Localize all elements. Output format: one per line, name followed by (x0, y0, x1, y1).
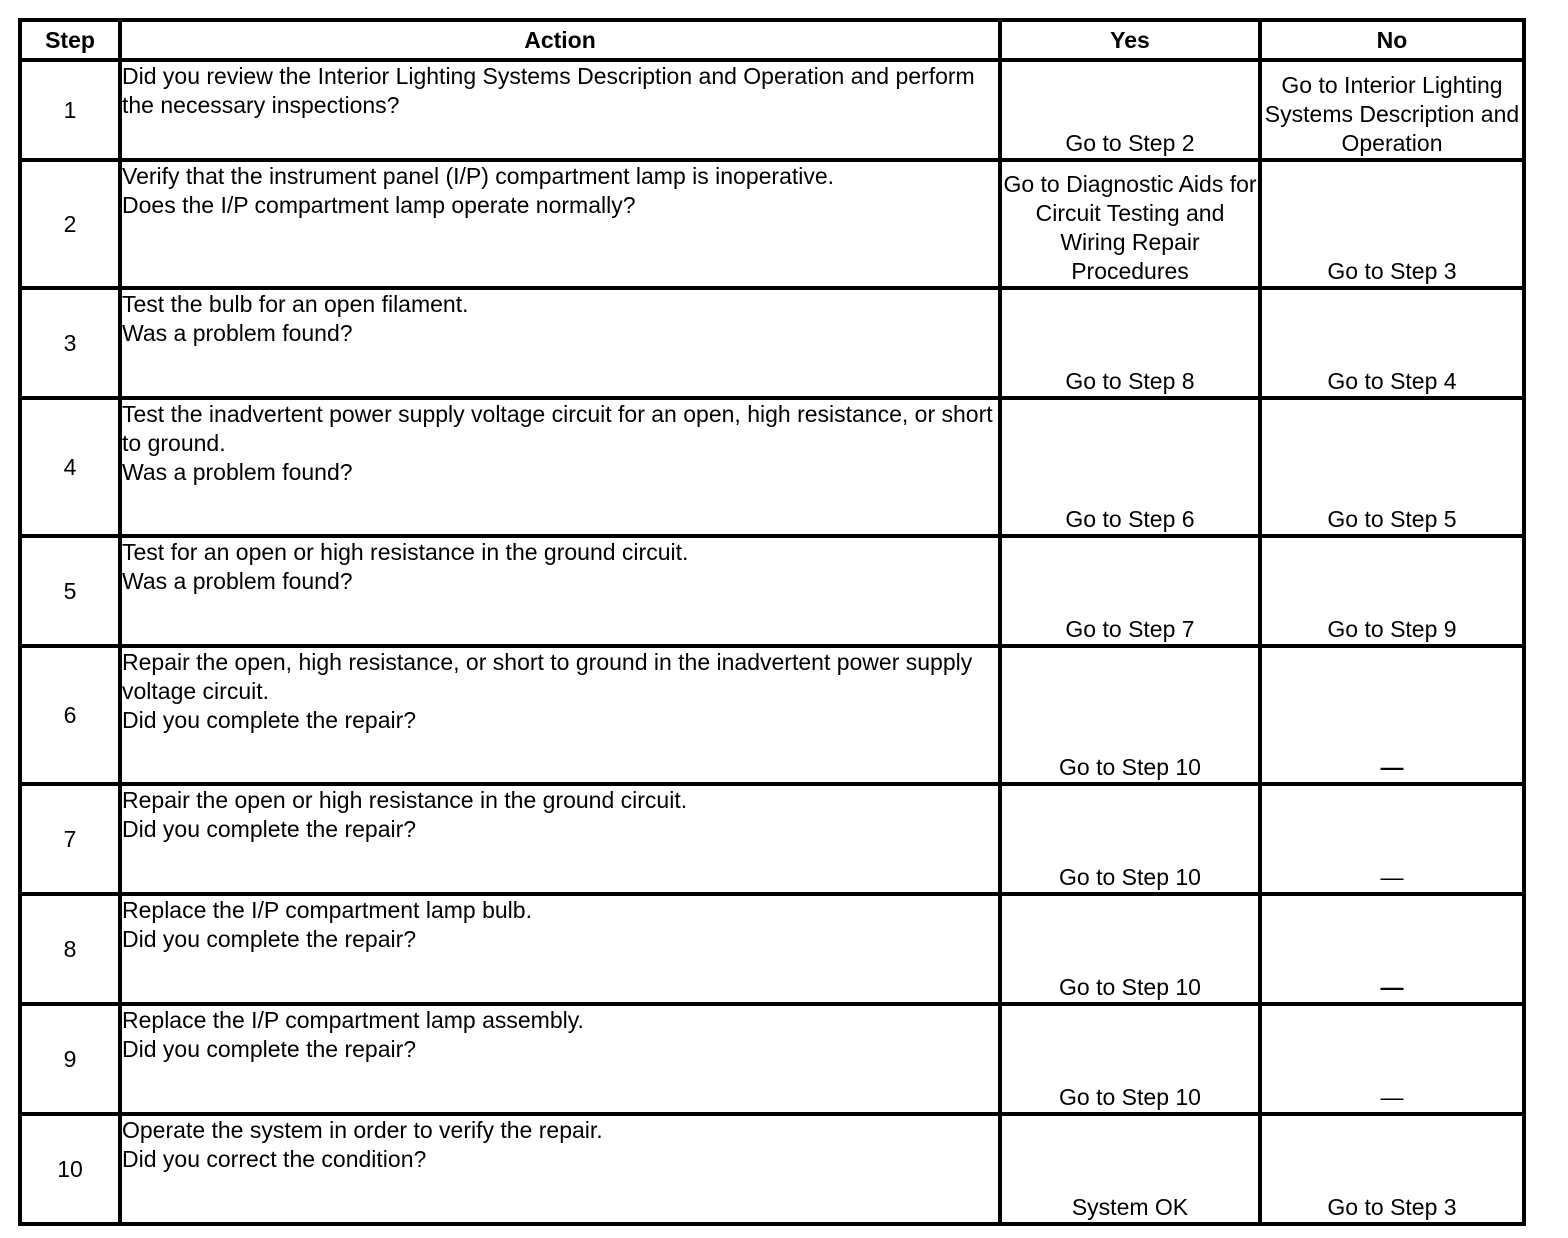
action-text: Repair the open or high resistance in the ground circuit. (122, 787, 688, 813)
action-text: Verify that the instrument panel (I/P) compartment lamp is inoperative. (122, 163, 835, 189)
no-result: Go to Step 3 (1260, 1114, 1524, 1224)
no-result: Go to Step 3 (1260, 160, 1524, 288)
header-no: No (1260, 20, 1524, 60)
no-result: Go to Step 4 (1260, 288, 1524, 398)
yes-result: Go to Step 10 (1000, 784, 1260, 894)
action-question: Did you complete the repair? (122, 1036, 417, 1062)
step-number: 3 (20, 288, 120, 398)
no-result: Go to Step 9 (1260, 536, 1524, 646)
action-question: Does the I/P compartment lamp operate normally? (122, 192, 636, 218)
yes-result: Go to Step 7 (1000, 536, 1260, 646)
step-number: 7 (20, 784, 120, 894)
no-result: Go to Step 5 (1260, 398, 1524, 536)
action-question: Was a problem found? (122, 568, 353, 594)
action-cell (120, 288, 1000, 398)
action-text: Replace the I/P compartment lamp assembly. (122, 1007, 584, 1033)
action-text: Test the inadvertent power supply voltage circuit for an open, high resistance, or short to ground. (122, 401, 993, 456)
yes-result: Go to Step 10 (1000, 1004, 1260, 1114)
action-question: Was a problem found? (122, 459, 353, 485)
step-number: 5 (20, 536, 120, 646)
yes-result: Go to Step 6 (1000, 398, 1260, 536)
diagnostic-table (18, 18, 1526, 1226)
step-number: 4 (20, 398, 120, 536)
yes-result: Go to Step 2 (1000, 60, 1260, 160)
yes-result: Go to Step 10 (1000, 646, 1260, 784)
table-row (20, 288, 1524, 398)
no-result: — (1260, 1004, 1524, 1114)
action-question: Did you correct the condition? (122, 1146, 427, 1172)
table-row (20, 60, 1524, 160)
table-row (20, 536, 1524, 646)
table-row (20, 398, 1524, 536)
action-cell (120, 1004, 1000, 1114)
action-cell (120, 894, 1000, 1004)
table-row (20, 784, 1524, 894)
action-question: Did you complete the repair? (122, 707, 417, 733)
table-row (20, 894, 1524, 1004)
action-text: Repair the open, high resistance, or short to ground in the inadvertent power supply voltage circuit. (122, 649, 973, 704)
step-number: 9 (20, 1004, 120, 1114)
action-cell (120, 1114, 1000, 1224)
action-question: Did you complete the repair? (122, 926, 417, 952)
action-cell (120, 784, 1000, 894)
header-yes: Yes (1000, 20, 1260, 60)
yes-result: Go to Step 10 (1000, 894, 1260, 1004)
yes-result: Go to Step 8 (1000, 288, 1260, 398)
no-result: — (1260, 894, 1524, 1004)
step-number: 8 (20, 894, 120, 1004)
table-row (20, 1004, 1524, 1114)
header-row (20, 20, 1524, 60)
action-cell (120, 160, 1000, 288)
action-cell (120, 646, 1000, 784)
yes-result: Go to Diagnostic Aids for Circuit Testing and Wiring Repair Procedures (1000, 160, 1260, 288)
header-step: Step (20, 20, 120, 60)
no-result: — (1260, 784, 1524, 894)
no-result: Go to Interior Lighting Systems Description and Operation (1260, 60, 1524, 160)
step-number: 6 (20, 646, 120, 784)
step-number: 10 (20, 1114, 120, 1224)
table-row (20, 1114, 1524, 1224)
action-text: Test the bulb for an open filament. (122, 291, 469, 317)
action-cell (120, 398, 1000, 536)
step-number: 1 (20, 60, 120, 160)
action-text: Operate the system in order to verify the repair. (122, 1117, 603, 1143)
action-cell (120, 60, 1000, 160)
action-text: Replace the I/P compartment lamp bulb. (122, 897, 532, 923)
action-question: Was a problem found? (122, 320, 353, 346)
header-action: Action (120, 20, 1000, 60)
action-text: Test for an open or high resistance in the ground circuit. (122, 539, 689, 565)
action-text: Did you review the Interior Lighting Systems Description and Operation and perform the necessary inspections? (122, 63, 975, 118)
table-row (20, 646, 1524, 784)
table-row (20, 160, 1524, 288)
action-question: Did you complete the repair? (122, 816, 417, 842)
action-cell (120, 536, 1000, 646)
yes-result: System OK (1000, 1114, 1260, 1224)
step-number: 2 (20, 160, 120, 288)
no-result: — (1260, 646, 1524, 784)
